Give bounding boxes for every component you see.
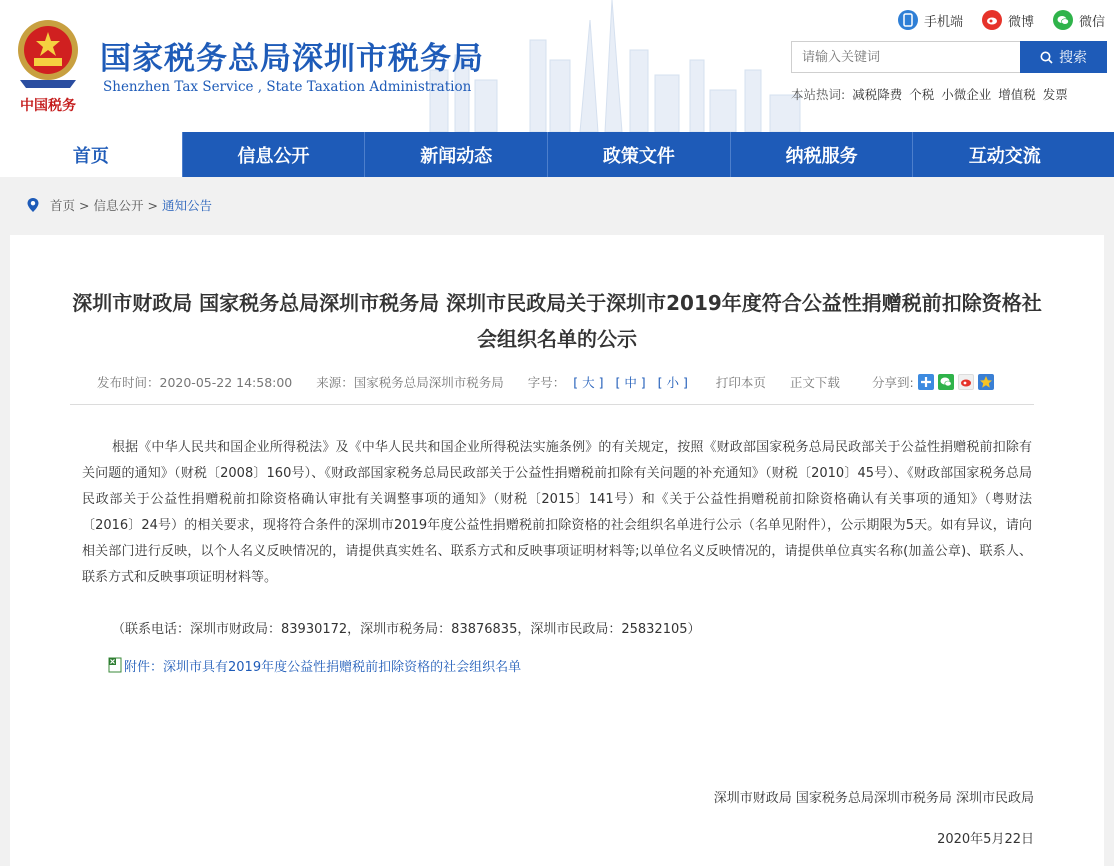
emblem-text: 中国税务 (20, 98, 76, 114)
share-label: 分享到: (872, 375, 914, 390)
attachment-label[interactable]: 附件：深圳市具有2019年度公益性捐赠税前扣除资格的社会组织名单 (124, 660, 522, 675)
site-title[interactable]: 国家税务总局深圳市税务局 (100, 41, 484, 77)
print-button[interactable]: 打印本页 (715, 375, 766, 390)
signature: 深圳市财政局 国家税务总局深圳市税务局 深圳市民政局 (713, 791, 1034, 806)
nav-news[interactable]: 新闻动态 (365, 132, 548, 177)
share-qzone-icon[interactable] (978, 374, 994, 390)
search-input[interactable] (791, 41, 1021, 73)
hot-words-label: 本站热词: (791, 87, 846, 102)
hot-word[interactable]: 发票 (1042, 87, 1068, 102)
publish-date: 2020年5月22日 (937, 832, 1034, 847)
weibo-icon (982, 10, 1002, 30)
hot-word[interactable]: 增值税 (998, 87, 1036, 102)
breadcrumb-home[interactable]: 首页 (50, 198, 76, 213)
font-size-controls (528, 373, 692, 391)
wechat-link[interactable] (1053, 10, 1105, 30)
hot-word[interactable]: 减税降费 (852, 87, 903, 102)
share-more-icon[interactable] (918, 374, 934, 390)
site-header (0, 0, 1114, 132)
search-button-label: 搜索 (1059, 50, 1087, 66)
font-size-medium-button[interactable]: [ 中 ] (615, 375, 646, 390)
nav-info-disclosure[interactable]: 信息公开 (183, 132, 366, 177)
site-subtitle: Shenzhen Tax Service , State Taxation Administration (103, 79, 472, 95)
search-icon (1040, 51, 1053, 64)
nav-policy[interactable]: 政策文件 (548, 132, 731, 177)
hot-word[interactable]: 个税 (909, 87, 935, 102)
breadcrumb-info-disclosure[interactable]: 信息公开 (93, 198, 144, 213)
publish-time: 发布时间：2020-05-22 14:58:00 (97, 375, 293, 390)
share-weibo-icon[interactable] (958, 374, 974, 390)
article-meta (97, 373, 840, 391)
location-pin-icon (26, 197, 40, 213)
nav-home[interactable]: 首页 (0, 132, 183, 177)
share-bar (872, 373, 994, 391)
article-title: 深圳市财政局 国家税务总局深圳市税务局 深圳市民政局关于深圳市2019年度符合公益性捐赠税前扣除资格社会组织名单的公示 (72, 291, 1042, 351)
wechat-icon (1053, 10, 1073, 30)
nav-tax-service[interactable]: 纳税服务 (731, 132, 914, 177)
font-size-label: 字号： (527, 375, 566, 390)
font-size-small-button[interactable]: [ 小 ] (657, 375, 688, 390)
font-size-large-button[interactable]: [ 大 ] (573, 375, 604, 390)
hot-word[interactable]: 小微企业 (941, 87, 992, 102)
search-button[interactable] (1020, 41, 1107, 73)
weibo-link[interactable] (982, 10, 1034, 30)
weibo-label: 微博 (1008, 14, 1035, 30)
nav-interaction[interactable]: 互动交流 (968, 145, 1041, 167)
excel-file-icon (108, 657, 122, 673)
article-source: 来源：国家税务总局深圳市税务局 (316, 375, 504, 390)
mobile-link[interactable] (898, 10, 963, 30)
download-button[interactable]: 正文下载 (789, 375, 840, 390)
main-nav (0, 132, 1114, 177)
wechat-label: 微信 (1079, 14, 1106, 30)
mobile-label: 手机端 (924, 14, 964, 30)
mobile-icon (898, 10, 918, 30)
hot-words (791, 85, 1068, 103)
contact-info: （联系电话：深圳市财政局：83930172，深圳市税务局：83876835，深圳市民政局：25832105） (112, 622, 701, 637)
article-container (10, 235, 1104, 866)
meta-divider (70, 404, 1034, 405)
breadcrumb-separator: > (147, 197, 158, 213)
breadcrumb-current[interactable]: 通知公告 (162, 198, 213, 213)
breadcrumb (26, 196, 212, 214)
breadcrumb-separator: > (79, 197, 90, 213)
article-body: 根据《中华人民共和国企业所得税法》及《中华人民共和国企业所得税法实施条例》的有关规定，按照《财政部国家税务总局民政部关于公益性捐赠税前扣除有关问题的通知》（财税〔2008〕160号）、《财政部国家税务总局民政部关于公益性捐赠税前扣除有关问题的补充通知》（财税〔2010〕45号）、《财政部国家税务总局民政部关于公益性捐赠税前扣除资格确认审批有关调整事项的通知》（财税〔2015〕141号）和《关于公益性捐赠税前扣除资格确认有关事项的通知》（粤财法〔2016〕24号）的相关要求，现将符合条件的深圳市2019年度公益性捐赠税前扣除资格的社会组织名单进行公示（名单见附件），公示期限为5天。如有异议，请向相关部门进行反映，以个人名义反映情况的，请提供真实姓名、联系方式和反映事项证明材料等;以单位名义反映情况的，请提供单位真实名称(加盖公章)、联系人、联系方式和反映事项证明材料等。 (82, 440, 1032, 585)
attachment-link[interactable] (108, 657, 521, 675)
share-wechat-icon[interactable] (938, 374, 954, 390)
tax-emblem-logo (10, 14, 86, 116)
